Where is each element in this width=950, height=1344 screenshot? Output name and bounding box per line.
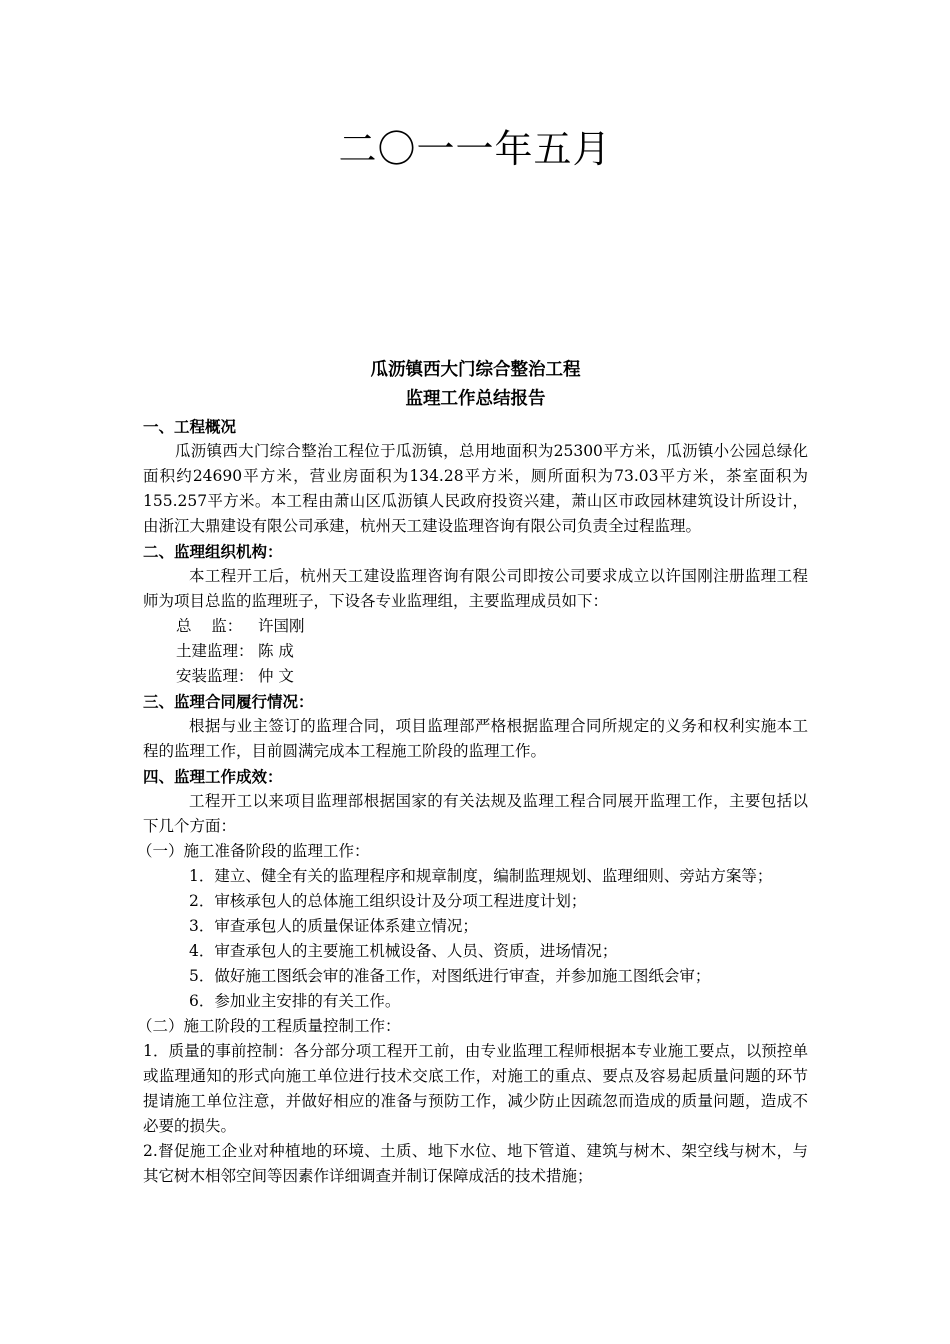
subsection-heading-preparation: （一）施工准备阶段的监理工作： [137, 842, 370, 860]
list-item: 4．审查承包人的主要施工机械设备、人员、资质，进场情况； [189, 942, 618, 960]
section-heading-organization: 二、监理组织机构： [143, 542, 283, 561]
section-heading-contract: 三、监理合同履行情况： [143, 692, 314, 711]
list-item: 6．参加业主安排的有关工作。 [189, 992, 401, 1010]
preparation-list [143, 864, 808, 1014]
section-heading-results: 四、监理工作成效： [143, 767, 283, 786]
list-item: 3．审查承包人的质量保证体系建立情况； [189, 917, 478, 935]
section-heading-overview: 一、工程概况 [143, 417, 237, 436]
staff-row [143, 639, 808, 664]
overview-paragraph: 瓜沥镇西大门综合整治工程位于瓜沥镇，总用地面积为25300平方米，瓜沥镇小公园总绿化面积约24690平方米，营业房面积为134.28平方米，厕所面积为73.03平方米，茶室面积为155.257平方米。本工程由萧山区瓜沥镇人民政府投资兴建，萧山区市政园林建筑设计所设计，由浙江大鼎建设有限公司承建，杭州天工建设监理咨询有限公司负责全过程监理。 [143, 442, 808, 535]
list-item: 5．做好施工图纸会审的准备工作，对图纸进行审查，并参加施工图纸会审； [189, 967, 711, 985]
quality-control-paragraph-2: 2.督促施工企业对种植地的环境、土质、地下水位、地下管道、建筑与树木、架空线与树木，与其它树木相邻空间等因素作详细调查并制订保障成活的技术措施； [143, 1142, 808, 1185]
staff-name: 陈 成 [258, 642, 294, 660]
date-heading: 二〇一一年五月 [338, 127, 612, 171]
list-item: 1．建立、健全有关的监理程序和规章制度，编制监理规划、监理细则、旁站方案等； [189, 867, 773, 885]
staff-name: 仲 文 [258, 667, 294, 685]
report-title-line1: 瓜沥镇西大门综合整治工程 [370, 360, 581, 380]
quality-control-paragraph-1: 1．质量的事前控制：各分部分项工程开工前，由专业监理工程师根据本专业施工要点，以预控单或监理通知的形式向施工单位进行技术交底工作，对施工的重点、要点及容易起质量问题的环节提请施工单位注意，并做好相应的准备与预防工作，减少防止因疏忽而造成的质量问题，造成不必要的损失。 [143, 1042, 808, 1135]
staff-row [143, 614, 808, 639]
staff-role: 总 监： [176, 617, 243, 635]
organization-paragraph: 本工程开工后，杭州天工建设监理咨询有限公司即按公司要求成立以许国刚注册监理工程师为项目总监的监理班子，下设各专业监理组，主要监理成员如下： [143, 567, 808, 610]
staff-role: 安装监理： [176, 667, 254, 685]
staff-name: 许国刚 [258, 617, 305, 635]
report-title-line2: 监理工作总结报告 [405, 389, 546, 409]
list-item: 2．审核承包人的总体施工组织设计及分项工程进度计划； [189, 892, 587, 910]
report-body [137, 356, 808, 1189]
results-paragraph: 工程开工以来项目监理部根据国家的有关法规及监理工程合同展开监理工作，主要包括以下几个方面： [143, 792, 808, 835]
contract-paragraph: 根据与业主签订的监理合同，项目监理部严格根据监理合同所规定的义务和权利实施本工程的监理工作，目前圆满完成本工程施工阶段的监理工作。 [143, 717, 808, 760]
staff-role: 土建监理： [176, 642, 254, 660]
subsection-heading-quality-control: （二）施工阶段的工程质量控制工作： [137, 1017, 401, 1035]
staff-row [143, 664, 808, 689]
